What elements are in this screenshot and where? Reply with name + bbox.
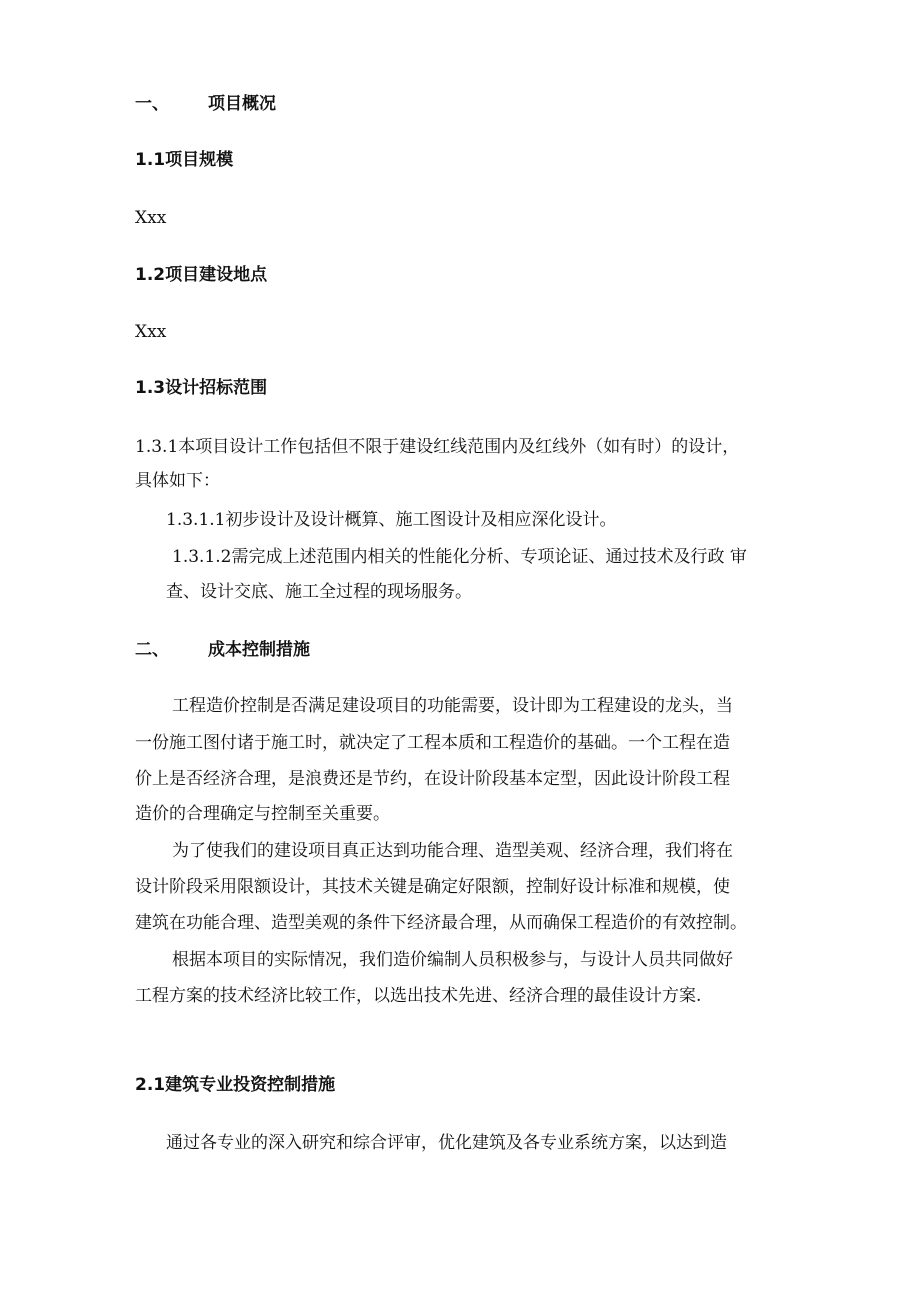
list-item: 1.3.1.1初步设计及设计概算、施工图设计及相应深化设计。: [166, 510, 617, 530]
subsection-heading: 1.1项目规模: [135, 150, 234, 170]
body-text: 造价的合理确定与控制至关重要。: [135, 804, 390, 824]
body-text: 价上是否经济合理，是浪费还是节约，在设计阶段基本定型，因此设计阶段工程: [135, 769, 730, 789]
body-text: 具体如下：: [135, 471, 220, 491]
subsection-heading: 2.1建筑专业投资控制措施: [135, 1075, 336, 1095]
section-title: 项目概况: [208, 94, 276, 114]
body-text: 1.3.1本项目设计工作包括但不限于建设红线范围内及红线外（如有时）的设计，: [135, 437, 740, 457]
body-text: 为了使我们的建设项目真正达到功能合理、造型美观、经济合理，我们将在: [172, 841, 733, 861]
body-text: 工程方案的技术经济比较工作，以选出技术先进、经济合理的最佳设计方案.: [135, 986, 702, 1006]
section-number: 二、: [135, 640, 169, 660]
list-item: 查、设计交底、施工全过程的现场服务。: [166, 582, 472, 602]
body-text: 工程造价控制是否满足建设项目的功能需要，设计即为工程建设的龙头，当: [172, 696, 733, 716]
body-text: 一份施工图付诸于施工时，就决定了工程本质和工程造价的基础。一个工程在造: [135, 733, 730, 753]
list-item: 1.3.1.2需完成上述范围内相关的性能化分析、专项论证、通过技术及行政 审: [172, 547, 747, 567]
section-title: 成本控制措施: [208, 640, 310, 660]
body-text: 设计阶段采用限额设计，其技术关键是确定好限额，控制好设计标准和规模，使: [135, 877, 730, 897]
section-number: 一、: [135, 94, 169, 114]
body-text: 建筑在功能合理、造型美观的条件下经济最合理，从而确保工程造价的有效控制。: [135, 913, 747, 933]
subsection-heading: 1.3设计招标范围: [135, 378, 268, 398]
body-text: Xxx: [135, 322, 167, 342]
body-text: 根据本项目的实际情况，我们造价编制人员积极参与，与设计人员共同做好: [172, 950, 733, 970]
body-text: 通过各专业的深入研究和综合评审，优化建筑及各专业系统方案，以达到造: [166, 1133, 727, 1153]
body-text: Xxx: [135, 208, 167, 228]
subsection-heading: 1.2项目建设地点: [135, 265, 268, 285]
